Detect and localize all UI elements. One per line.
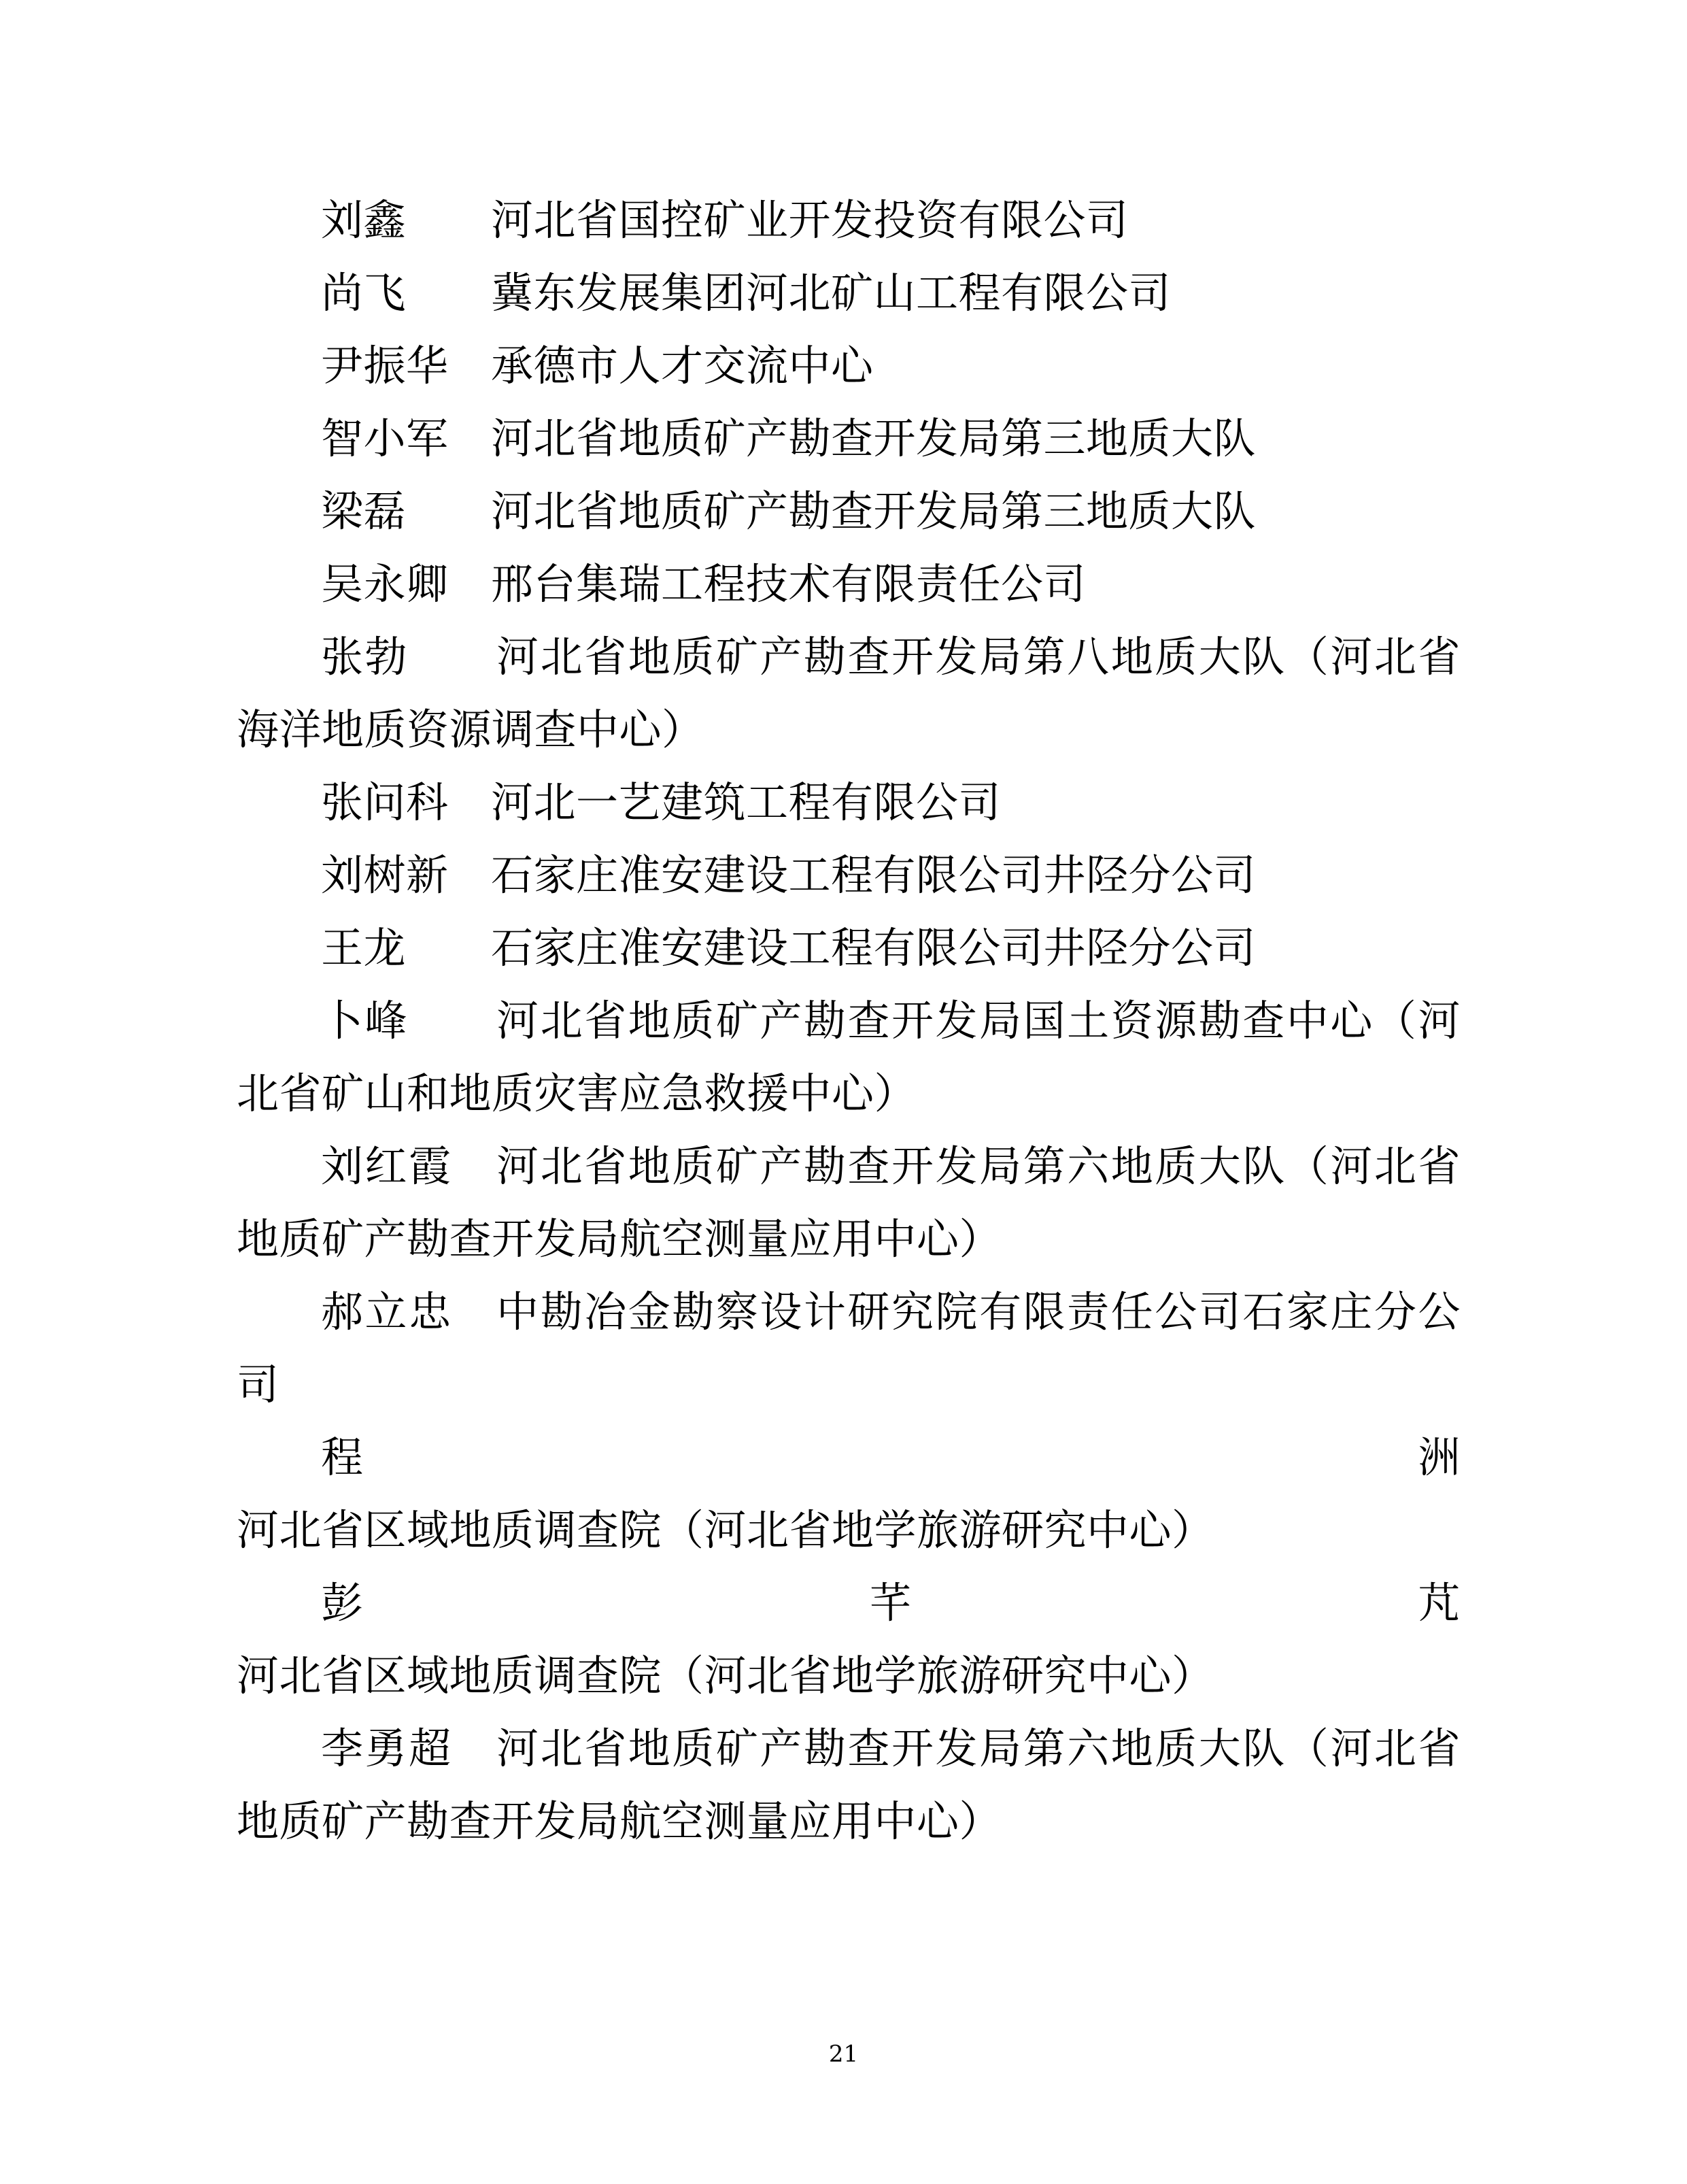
person-name: 彭芊芃 xyxy=(321,1578,1461,1628)
list-item xyxy=(237,256,1461,329)
spacer xyxy=(406,268,491,318)
list-item xyxy=(237,1130,1461,1275)
spacer xyxy=(406,486,491,536)
person-name: 梁磊 xyxy=(321,486,407,536)
spacer xyxy=(409,996,496,1045)
organization-name: 河北省地质矿产勘查开发局国土资源勘查中心（河北省矿山和地质灾害应急救援中心） xyxy=(237,996,1461,1118)
spacer xyxy=(406,923,491,973)
person-name: 张勃 xyxy=(321,632,409,682)
person-name: 刘鑫 xyxy=(321,195,407,245)
spacer xyxy=(1461,1578,1503,1628)
organization-name: 河北省地质矿产勘查开发局第八地质大队（河北省海洋地质资源调查中心） xyxy=(237,632,1461,754)
person-name: 刘红霞 xyxy=(321,1141,453,1191)
list-item xyxy=(237,548,1461,620)
spacer xyxy=(453,1141,497,1191)
person-name: 王龙 xyxy=(321,923,407,973)
page-number: 21 xyxy=(828,2040,859,2068)
spacer xyxy=(449,341,492,390)
organization-name: 河北省区域地质调查院（河北省地学旅游研究中心） xyxy=(237,1651,1214,1700)
spacer xyxy=(453,1287,497,1337)
organization-name: 河北省区域地质调查院（河北省地学旅游研究中心） xyxy=(237,1505,1214,1555)
organization-name: 邢台集瑞工程技术有限责任公司 xyxy=(491,559,1087,609)
organization-name: 河北省地质矿产勘查开发局第三地质大队 xyxy=(491,414,1257,463)
list-item xyxy=(237,1421,1461,1566)
name-list xyxy=(237,184,1461,1858)
organization-name: 石家庄准安建设工程有限公司井陉分公司 xyxy=(491,850,1257,900)
person-name: 程洲 xyxy=(321,1432,1461,1482)
list-item xyxy=(237,402,1461,475)
list-item xyxy=(237,1712,1461,1858)
list-item xyxy=(237,475,1461,548)
person-name: 刘树新 xyxy=(321,850,449,900)
organization-name: 河北一艺建筑工程有限公司 xyxy=(491,777,1002,827)
list-item xyxy=(237,839,1461,911)
organization-name: 河北省地质矿产勘查开发局第六地质大队（河北省地质矿产勘查开发局航空测量应用中心） xyxy=(237,1141,1461,1264)
organization-name: 冀东发展集团河北矿山工程有限公司 xyxy=(491,268,1172,318)
organization-name: 河北省国控矿业开发投资有限公司 xyxy=(491,195,1129,245)
spacer xyxy=(449,777,492,827)
organization-name: 河北省地质矿产勘查开发局第三地质大队 xyxy=(491,486,1257,536)
organization-name: 石家庄准安建设工程有限公司井陉分公司 xyxy=(491,923,1257,973)
list-item xyxy=(237,984,1461,1130)
list-item xyxy=(237,329,1461,402)
spacer xyxy=(1461,1432,1546,1482)
organization-name: 承德市人才交流中心 xyxy=(491,341,874,390)
list-item xyxy=(237,1275,1461,1421)
person-name: 卜峰 xyxy=(321,996,409,1045)
list-item xyxy=(237,620,1461,766)
spacer xyxy=(449,559,492,609)
spacer xyxy=(449,414,492,463)
person-name: 吴永卿 xyxy=(321,559,449,609)
person-name: 尚飞 xyxy=(321,268,407,318)
list-item xyxy=(237,184,1461,256)
list-item xyxy=(237,766,1461,839)
spacer xyxy=(449,850,492,900)
person-name: 李勇超 xyxy=(321,1724,453,1773)
spacer xyxy=(406,195,491,245)
list-item xyxy=(237,911,1461,984)
person-name: 张问科 xyxy=(321,777,449,827)
list-item xyxy=(237,1566,1461,1712)
organization-name: 河北省地质矿产勘查开发局第六地质大队（河北省地质矿产勘查开发局航空测量应用中心） xyxy=(237,1724,1461,1846)
person-name: 郝立忠 xyxy=(321,1287,453,1337)
person-name: 智小军 xyxy=(321,414,449,463)
spacer xyxy=(409,632,496,682)
spacer xyxy=(453,1724,497,1773)
person-name: 尹振华 xyxy=(321,341,449,390)
organization-name: 中勘冶金勘察设计研究院有限责任公司石家庄分公司 xyxy=(237,1287,1461,1409)
